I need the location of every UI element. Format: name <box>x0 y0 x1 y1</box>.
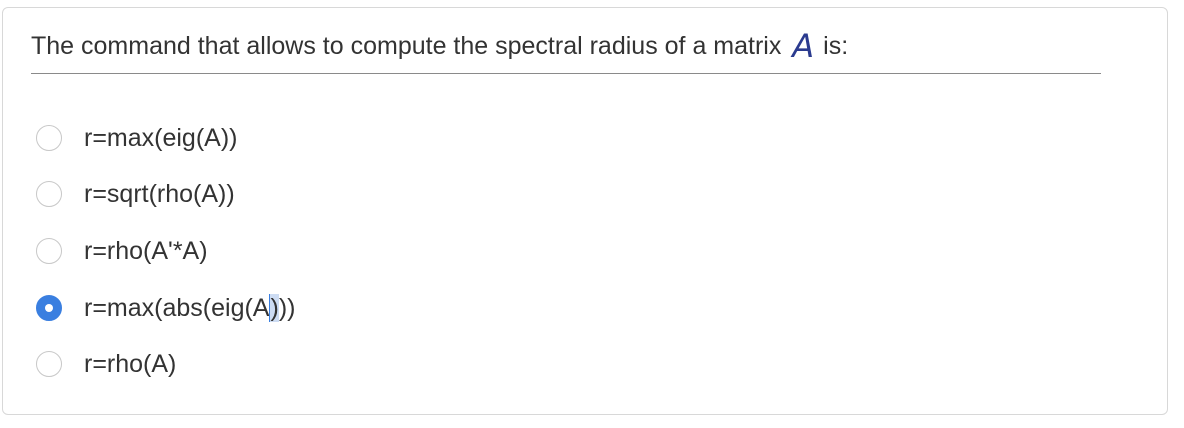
answer-option-3[interactable] <box>36 229 456 273</box>
radio-button[interactable] <box>36 181 62 207</box>
question-text <box>31 27 1101 74</box>
question-prefix: The command that allows to compute the spectral radius of a matrix <box>31 32 782 60</box>
radio-button[interactable] <box>36 125 62 151</box>
answer-option-1[interactable] <box>36 116 456 160</box>
answer-label-suffix: )) <box>278 293 296 322</box>
answer-label-prefix: r=max(abs(eig(A <box>84 293 270 322</box>
radio-button[interactable] <box>36 238 62 264</box>
text-cursor-highlight: ) <box>270 293 279 322</box>
answer-option-5[interactable] <box>36 342 456 386</box>
answer-label: r=sqrt(rho(A)) <box>84 179 235 208</box>
answer-label: r=rho(A) <box>84 349 177 378</box>
answer-label <box>84 294 295 323</box>
answer-label: r=max(eig(A)) <box>84 123 238 152</box>
radio-button[interactable] <box>36 351 62 377</box>
answer-option-4[interactable] <box>36 286 456 330</box>
answer-label: r=rho(A'*A) <box>84 236 208 265</box>
radio-dot <box>45 304 53 312</box>
answer-option-2[interactable] <box>36 172 456 216</box>
question-suffix: is: <box>823 32 849 60</box>
radio-button-selected[interactable] <box>36 295 62 321</box>
matrix-variable: A <box>792 27 815 65</box>
